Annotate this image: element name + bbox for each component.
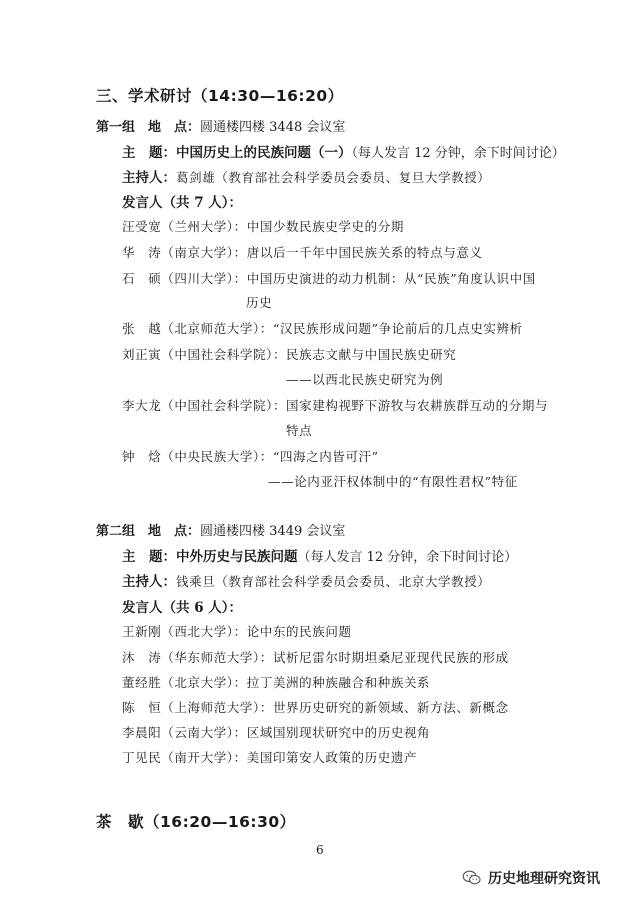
group1-theme — [122, 141, 565, 161]
group2-theme-text: 中外历史与民族问题 — [176, 549, 298, 565]
speaker-line: 张 越（北京师范大学）：“汉民族形成问题”争论前后的几点史实辨析 — [122, 321, 523, 336]
speaker-line: 华 涛（南京大学）：唐以后一千年中国民族关系的特点与意义 — [122, 245, 483, 260]
group1-theme-label: 主 题： — [122, 145, 176, 161]
group2-theme-label: 主 题： — [122, 549, 176, 565]
group2-theme — [122, 545, 517, 565]
group2-host — [122, 570, 490, 590]
group1-host — [122, 166, 490, 186]
speaker-line: 董经胜（北京大学）：拉丁美洲的种族融合和种族关系 — [122, 675, 431, 690]
group1-speakers-label: 发言人（共 7 人）： — [122, 195, 243, 211]
group2-host-name: 钱乘旦（教育部社会科学委员会委员、北京大学教授） — [176, 574, 491, 589]
group1-theme-text: 中国历史上的民族问题（一） — [176, 145, 352, 161]
group1-host-label: 主持人： — [122, 170, 176, 186]
group1-host-name: 葛剑雄（教育部社会科学委员会委员、复旦大学教授） — [176, 170, 491, 185]
speaker-line: 陈 恒（上海师范大学）：世界历史研究的新领域、新方法、新概念 — [122, 700, 509, 715]
section-title: 三、学术研讨（14:30—16:20） — [96, 87, 344, 105]
speaker-line-continued: 历史 — [246, 295, 273, 310]
group2-speakers-label: 发言人（共 6 人）： — [122, 600, 243, 616]
speaker-line-continued: ——论内亚汗权体制中的“有限性君权”特征 — [268, 474, 518, 489]
speaker-line: 王新刚（西北大学）：论中东的民族问题 — [122, 624, 352, 639]
page-number: 6 — [316, 843, 324, 857]
tea-break-heading: 茶 歇（16:20—16:30） — [96, 813, 296, 831]
speaker-line: 石 硕（四川大学）：中国历史演进的动力机制：从“民族”角度认识中国 — [122, 271, 536, 286]
speaker-line: 李晨阳（云南大学）：区域国别现状研究中的历史视角 — [122, 725, 431, 740]
group1-location: 圆通楼四楼 3448 会议室 — [200, 120, 346, 135]
speaker-line: 汪受宽（兰州大学）：中国少数民族史学史的分期 — [122, 219, 404, 234]
group2-theme-note: （每人发言 12 分钟，余下时间讨论） — [297, 550, 518, 565]
speaker-line: 沐 涛（华东师范大学）：试析尼雷尔时期坦桑尼亚现代民族的形成 — [122, 650, 509, 665]
group1-header-label: 第一组 地 点： — [96, 120, 201, 135]
group2-header-label: 第二组 地 点： — [96, 524, 201, 539]
group2-host-label: 主持人： — [122, 574, 176, 590]
watermark — [462, 868, 600, 888]
group2-header — [96, 520, 345, 539]
speaker-line-continued: 特点 — [286, 423, 313, 438]
group1-header — [96, 116, 345, 135]
wechat-icon — [462, 870, 482, 886]
group1-theme-note: （每人发言 12 分钟，余下时间讨论） — [351, 146, 565, 161]
speaker-line-continued: ——以西北民族史研究为例 — [286, 372, 444, 387]
speaker-line: 刘正寅（中国社会科学院）：民族志文献与中国民族史研究 — [122, 347, 457, 362]
group2-location: 圆通楼四楼 3449 会议室 — [200, 524, 346, 539]
speaker-line: 丁见民（南开大学）：美国印第安人政策的历史遗产 — [122, 750, 418, 765]
speaker-line: 钟 焓（中央民族大学）：“四海之内皆可汗” — [122, 449, 379, 464]
watermark-text: 历史地理研究资讯 — [488, 871, 600, 887]
speaker-line: 李大龙（中国社会科学院）：国家建构视野下游牧与农耕族群互动的分期与 — [122, 398, 549, 413]
